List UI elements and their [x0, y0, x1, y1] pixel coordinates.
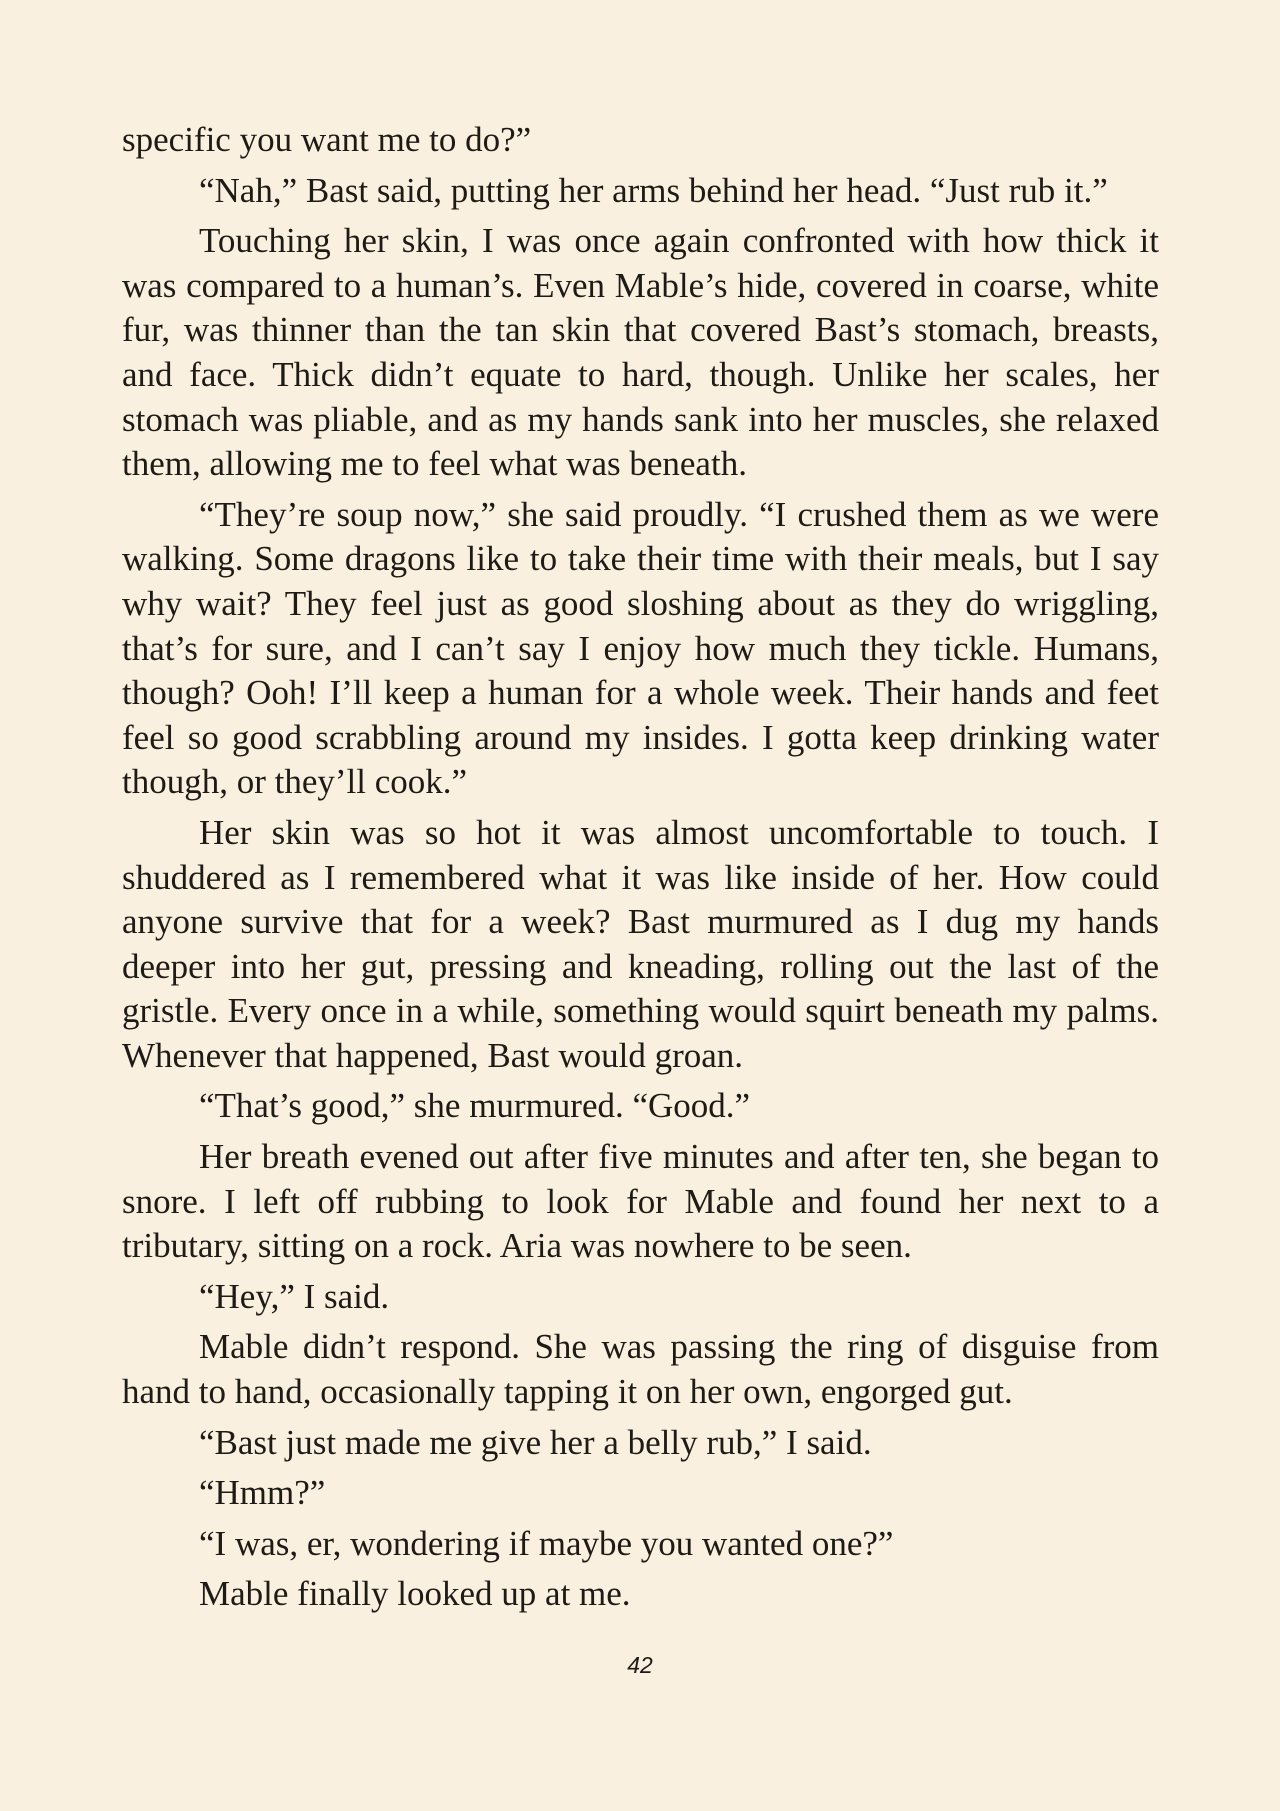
- page-body: [122, 118, 1159, 1623]
- paragraph-11: “Hmm?”: [199, 1473, 326, 1513]
- paragraph-10: “Bast just made me give her a belly rub,” I said.: [199, 1422, 872, 1462]
- paragraph-12: “I was, er, wondering if maybe you wanted one?”: [199, 1523, 894, 1563]
- paragraph-5: Her skin was so hot it was almost uncomfortable to touch. I shuddered as I remembered what it was like inside of her. How could anyone survive that for a week? Bast murmured as I dug my hands deeper into her gut, pressing and kneading, rolling out the last of the gristle. Every once in a while, something would squirt beneath my palms. Whenever that happened, Bast would groan.: [122, 812, 1159, 1075]
- paragraph-3: Touching her skin, I was once again confronted with how thick it was compared to a human’s. Even Mable’s hide, covered in coarse, white fur, was thinner than the tan skin that covered Bast’s stomach, breasts, and face. Thick didn’t equate to hard, though. Unlike her scales, her stomach was pliable, and as my hands sank into her muscles, she relaxed them, allowing me to feel what was beneath.: [122, 221, 1159, 484]
- paragraph-1: specific you want me to do?”: [122, 120, 532, 159]
- paragraph-6: “That’s good,” she murmured. “Good.”: [199, 1086, 751, 1126]
- page-number: 42: [627, 1652, 653, 1678]
- paragraph-8: “Hey,” I said.: [199, 1276, 390, 1316]
- paragraph-7: Her breath evened out after five minutes and after ten, she began to snore. I left off rubbing to look for Mable and found her next to a tributary, sitting on a rock. Aria was nowhere to be seen.: [122, 1137, 1159, 1266]
- paragraph-2: “Nah,” Bast said, putting her arms behind her head. “Just rub it.”: [199, 170, 1108, 210]
- paragraph-4: “They’re soup now,” she said proudly. “I crushed them as we were walking. Some dragons like to take their time with their meals, but I say why wait? They feel just as good sloshing about as they do wriggling, that’s for sure, and I can’t say I enjoy how much they tickle. Humans, though? Ooh! I’ll keep a human for a whole week. Their hands and feet feel so good scrabbling around my insides. I gotta keep drinking water though, or they’ll cook.”: [122, 494, 1159, 802]
- paragraph-9: Mable didn’t respond. She was passing the ring of disguise from hand to hand, occasionally tapping it on her own, engorged gut.: [122, 1327, 1159, 1412]
- paragraph-13: Mable finally looked up at me.: [199, 1574, 631, 1614]
